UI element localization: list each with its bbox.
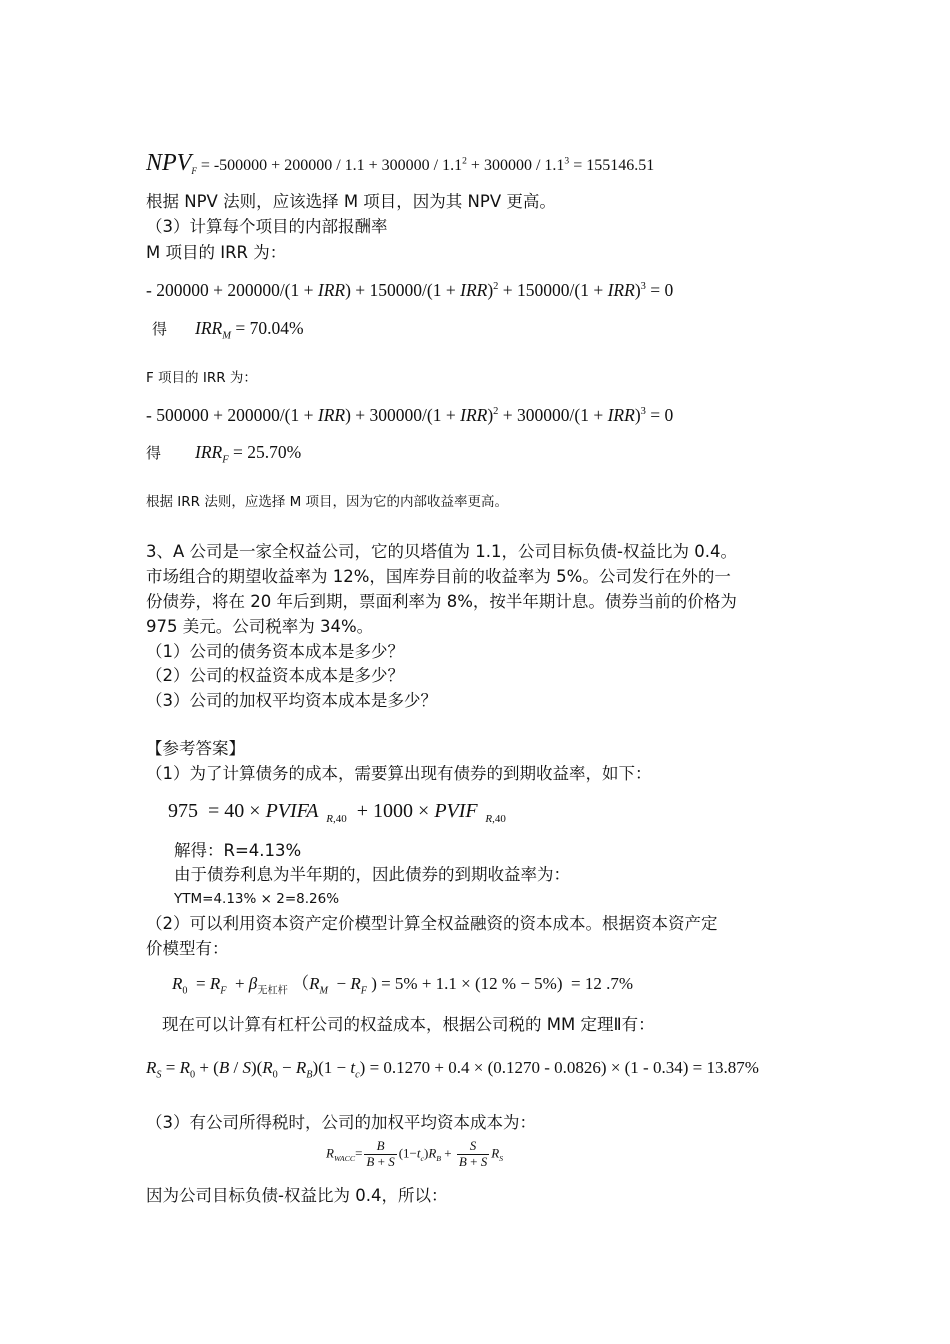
problem-3-line-4: 975 美元。公司税率为 34%。 [146,617,374,636]
answer-3-intro: （3）有公司所得税时，公司的加权平均资本成本为： [146,1113,536,1132]
problem-3-question-1: （1）公司的债务资本成本是多少？ [146,642,404,661]
problem-3-line-1: 3、A 公司是一家全权益公司，它的贝塔值为 1.1，公司目标负债-权益比为 0.4。 [146,542,737,561]
m-irr-equation: - 200000 + 200000/(1 + IRR) + 150000/(1 + IRR)$^2$ + 150000/(1 + IRR)$^3$ = 0 [146,280,674,300]
answer-heading: 【参考答案】 [146,739,245,758]
answer-1-intro: （1）为了计算债务的成本，需要算出现有债券的到期收益率，如下： [146,764,652,783]
f-irr-label: F 项目的 IRR 为： [146,370,257,386]
f-irr-equation: - 500000 + 200000/(1 + IRR) + 300000/(1 + IRR)$^2$ + 300000/(1 + IRR)$^3$ = 0 [146,405,674,425]
m-irr-label: M 项目的 IRR 为： [146,243,287,262]
problem-3-line-2: 市场组合的期望收益率为 12%，国库券目前的收益率为 5%。公司发行在外的一 [146,567,731,586]
problem-3-question-2: （2）公司的权益资本成本是多少？ [146,666,404,685]
npv-rule-text: 根据 NPV 法则，应该选择 M 项目，因为其 NPV 更高。 [146,192,556,211]
irr-rule-text: 根据 IRR 法则，应选择 M 项目，因为它的内部收益率更高。 [146,494,509,510]
npv-f-equation: $NPV_F = -500000 + 200000 / 1.1 + 300000 / 1.1^2 + 300000 / 1.1^3 = 155146.51$ [146,150,655,177]
answer-1-ytm: YTM=4.13% × 2=8.26% [174,891,340,907]
problem-3-question-3: （3）公司的加权平均资本成本是多少？ [146,691,437,710]
capm-equation: $R_0 = R_F + \beta_{无杠杆}$ （$R_M - R_F$ ) = 5% + 1.1 × (12 % − 5%) = 12 .7% [172,974,634,997]
answer-1-note: 由于债券利息为半年期的，因此债券的到期收益率为： [174,865,570,884]
answer-1-solution: 解得：R=4.13% [174,841,302,860]
answer-2-line-2: 价模型有： [146,939,229,958]
m-irr-result: 得 $IRR_M = 70.04\%$ [152,318,304,342]
f-irr-result: 得 $IRR_F = 25.70\%$ [146,442,302,466]
levered-equity-cost-equation: $R_S = R_0 + (B / S)(R_0 - R_B)(1 - t_c) = 0.1270 + 0.4 \times (0.1270 - 0.0826) \times (1 - 0.34) = 13.87\%$ [146,1058,759,1081]
answer-2-mm-text: 现在可以计算有杠杆公司的权益成本，根据公司税的 MM 定理Ⅱ有： [162,1015,655,1034]
bond-price-equation: 975 = 40 × PVIFA $_{R,40}$ + 1000 × PVIF $_{R,40}$ [168,800,506,825]
q3-heading: （3）计算每个项目的内部报酬率 [146,217,388,236]
answer-2-line-1: （2）可以利用资本资产定价模型计算全权益融资的资本成本。根据资本资产定 [146,914,718,933]
wacc-equation: $R_{WACC}=$ $\frac{B}{B + S}$ $(1-t_c)R_B$ + $\frac{S}{B + S}$ $R_S$ [326,1138,504,1169]
problem-3-line-3: 份债券，将在 20 年后到期，票面利率为 8%，按半年期计息。债券当前的价格为 [146,592,737,611]
answer-3-ratio-text: 因为公司目标负债-权益比为 0.4，所以： [146,1186,448,1205]
